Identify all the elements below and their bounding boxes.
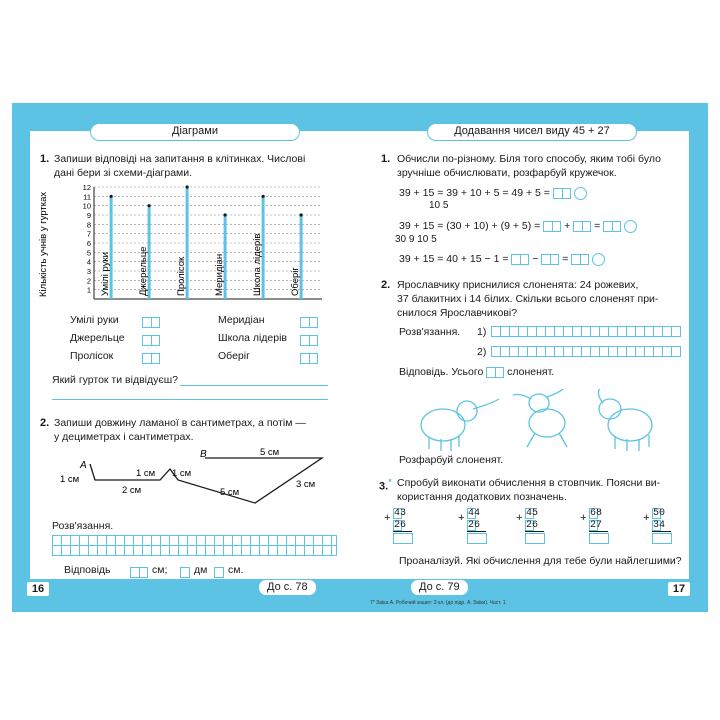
- sum-addend-b: 26: [526, 520, 539, 531]
- r-task2-row2-grid[interactable]: [491, 346, 681, 357]
- r-task1-number: 1.: [381, 153, 391, 165]
- answer-box-0[interactable]: [142, 314, 160, 332]
- r-task2-text-line1: Ярославчику приснилися слоненята: 24 рожевих,: [397, 279, 639, 291]
- eq3: 39 + 15 = 40 + 15 − 1 = − =: [399, 252, 605, 266]
- r-task2-answer-box[interactable]: [486, 367, 504, 378]
- eq2: 39 + 15 = (30 + 10) + (9 + 5) = + =: [399, 219, 637, 233]
- chart-ytick-label: 3: [86, 267, 91, 276]
- chart-category-label: Школа лідерів: [252, 233, 264, 296]
- polyline-figure: [40, 447, 330, 517]
- chart-ytick-label: 8: [86, 220, 91, 230]
- elephant-2: [513, 389, 567, 447]
- chart-category-label: Пролісок: [176, 256, 188, 296]
- eq3-circle[interactable]: [592, 253, 605, 266]
- task2-text-line1: Запиши довжину ламаної в сантиметрах, а потім —: [54, 417, 306, 429]
- chart-bar-top: [110, 195, 113, 198]
- task2-unit-dm: дм: [194, 564, 208, 576]
- chart-ytick-label: 9: [86, 211, 91, 220]
- point-b: B: [200, 449, 207, 460]
- seg-label-3: 2 см: [122, 485, 142, 496]
- eq2-box-c[interactable]: [603, 221, 621, 232]
- r-task3-analysis: Проаналізуй. Які обчислення для тебе були найлегшими?: [399, 555, 682, 567]
- plus-sign: +: [458, 513, 465, 525]
- r-task3-star: *: [388, 477, 392, 487]
- eq2-circle[interactable]: [624, 220, 637, 233]
- r-task3-text-line1: Спробуй виконати обчислення в стовпчик. Поясни ви-: [397, 477, 661, 489]
- chart-category-label: Оберіг: [290, 267, 302, 296]
- workbook-spread: [12, 103, 708, 612]
- left-page: [30, 125, 360, 579]
- r-task2-text-line2: 37 блакитних і 14 білих. Скільки всього слоненят при-: [397, 293, 659, 305]
- chart-category-label: Меридіан: [214, 253, 226, 296]
- elephants-illustration: [415, 389, 665, 453]
- right-page-title: Додавання чисел виду 45 + 27: [427, 123, 637, 141]
- seg-label-4: 5 см: [220, 487, 240, 498]
- task2-answer-dm-box[interactable]: [180, 564, 190, 582]
- chart-ylabel: Кількість учнів у гуртках: [38, 191, 49, 297]
- sum-addend-a: 68: [590, 508, 603, 519]
- column-sum-3: [580, 507, 608, 544]
- sum-addend-b: 26: [394, 520, 407, 531]
- chart-bar-top: [148, 204, 151, 207]
- answer-box-2[interactable]: [142, 350, 160, 368]
- seg-label-0: 1 см: [60, 474, 80, 485]
- club-answer-line[interactable]: [180, 385, 328, 386]
- column-sum-1: [458, 507, 486, 544]
- chart-bar-top: [224, 213, 227, 216]
- plus-sign: +: [580, 513, 587, 525]
- task1-text-line1: Запиши відповіді на запитання в клітинках. Числові: [54, 153, 306, 165]
- eq1-split: 10 5: [429, 200, 449, 211]
- seg-label-5: 3 см: [296, 479, 316, 490]
- chart-ytick-label: 10: [82, 201, 91, 211]
- task2-answer-cm2-box[interactable]: [214, 564, 224, 582]
- r-task2-solution-label: Розв'язання.: [399, 326, 461, 338]
- answer-box-4[interactable]: [300, 332, 318, 350]
- chart-ytick-label: 7: [86, 229, 91, 239]
- right-page-number: 17: [667, 581, 691, 597]
- eq3-box-a[interactable]: [511, 254, 529, 265]
- right-page-ref: До с. 79: [410, 579, 469, 596]
- task2-number: 2.: [40, 417, 50, 429]
- sum-addend-a: 44: [468, 508, 481, 519]
- eq3-box-c[interactable]: [571, 254, 589, 265]
- task1-text-line2: дані бери зі схеми-діаграми.: [54, 167, 193, 179]
- task2-solution-grid-2[interactable]: [52, 545, 337, 556]
- eq2-box-a[interactable]: [543, 221, 561, 232]
- task2-unit-cm: см;: [152, 564, 168, 576]
- left-page-title: Діаграми: [90, 123, 300, 141]
- r-task2-answer-unit: слоненят.: [507, 366, 555, 378]
- task2-answer-cm-box[interactable]: [130, 564, 148, 582]
- eq2-text: 39 + 15 = (30 + 10) + (9 + 5) =: [399, 220, 541, 232]
- sum-result-box[interactable]: [589, 533, 609, 544]
- task2-text-line2: у дециметрах і сантиметрах.: [54, 431, 194, 443]
- answer-box-1[interactable]: [142, 332, 160, 350]
- eq1-text: 39 + 15 = 39 + 10 + 5 = 49 + 5 =: [399, 187, 550, 199]
- sum-addend-a: 43: [394, 508, 407, 519]
- r-task3-number-text: 3.: [379, 480, 389, 493]
- task2-unit-cm2: см.: [228, 564, 244, 576]
- elephant-3: [598, 389, 652, 451]
- answer-label-4: Школа лідерів: [218, 332, 288, 344]
- seg-label-2: 1 см: [172, 468, 192, 479]
- sum-result-box[interactable]: [525, 533, 545, 544]
- elephant-1: [421, 399, 499, 451]
- r-task3-number: [379, 477, 392, 493]
- column-sum-0: [384, 507, 412, 544]
- chart-ytick-label: 1: [86, 285, 91, 295]
- eq1-answer-box[interactable]: [553, 188, 571, 199]
- r-task2-answer-label: Відповідь. Усього: [399, 366, 484, 378]
- club-answer-line-2[interactable]: [52, 399, 328, 400]
- answer-label-5: Оберіг: [218, 350, 250, 362]
- answer-label-2: Пролісок: [70, 350, 114, 362]
- r-task2-answer: [399, 365, 554, 379]
- answer-box-5[interactable]: [300, 350, 318, 368]
- chart-ytick-label: 12: [82, 183, 91, 192]
- answer-box-3[interactable]: [300, 314, 318, 332]
- r-task2-color-note: Розфарбуй слоненят.: [399, 454, 504, 466]
- chart-category-label: Умілі руки: [100, 252, 112, 296]
- r-task3-text-line2: користання додаткових позначень.: [397, 491, 567, 503]
- sum-addend-a: 50: [653, 508, 666, 519]
- r-task1-text-line2: зручніше обчислювати, розфарбуй кружечок.: [397, 167, 617, 179]
- chart-ytick-label: 6: [86, 239, 91, 248]
- chart-bar-top: [300, 213, 303, 216]
- task2-solution-label: Розв'язання.: [52, 520, 114, 532]
- answer-label-0: Умілі руки: [70, 314, 119, 326]
- chart-ytick-label: 2: [86, 276, 91, 286]
- left-page-ref: До с. 78: [258, 579, 317, 596]
- chart-category-label: Джерельце: [138, 246, 150, 296]
- plus-sign: +: [516, 513, 523, 525]
- sum-addend-a: 45: [526, 508, 539, 519]
- sum-addend-b: 26: [468, 520, 481, 531]
- eq2-box-b[interactable]: [573, 221, 591, 232]
- club-question: Який гурток ти відвідуєш?: [52, 374, 178, 386]
- sum-result-box[interactable]: [467, 533, 487, 544]
- bar-chart: [34, 181, 324, 306]
- column-sum-2: [516, 507, 544, 544]
- chart-ytick-label: 11: [83, 192, 91, 202]
- left-page-number: 16: [26, 581, 50, 597]
- r-task2-text-line3: снилося Ярославчикові?: [397, 307, 518, 319]
- eq3-text: 39 + 15 = 40 + 15 − 1 =: [399, 253, 509, 265]
- answer-label-1: Джерельце: [70, 332, 125, 344]
- sum-result-box[interactable]: [652, 533, 672, 544]
- sum-addend-b: 27: [590, 520, 603, 531]
- sum-result-box[interactable]: [393, 533, 413, 544]
- eq1-circle[interactable]: [574, 187, 587, 200]
- chart-ytick-label: 4: [86, 257, 91, 267]
- task2-answer-label: Відповідь: [64, 564, 111, 576]
- column-sum-4: [643, 507, 671, 544]
- r-task2-row1-grid[interactable]: [491, 326, 681, 337]
- eq1: [399, 186, 587, 200]
- answer-label-3: Меридіан: [218, 314, 265, 326]
- chart-ytick-label: 5: [86, 248, 91, 258]
- eq3-box-b[interactable]: [541, 254, 559, 265]
- seg-label-1: 1 см: [136, 468, 156, 479]
- plus-sign: +: [643, 513, 650, 525]
- footer-note: 7* Заїка А. Робочий зошит: 3 кл. (до підр. А. Заїки). Част. 1: [370, 600, 506, 606]
- eq2-split: 30 9 10 5: [395, 234, 437, 245]
- point-a: A: [80, 460, 87, 471]
- r-task2-row1-label: 1): [477, 326, 487, 338]
- right-page: [359, 125, 689, 579]
- task1-number: 1.: [40, 153, 50, 165]
- chart-bar-top: [186, 185, 189, 188]
- r-task2-number: 2.: [381, 279, 391, 291]
- r-task1-text-line1: Обчисли по-різному. Біля того способу, яким тобі було: [397, 153, 661, 165]
- chart-bar-top: [262, 195, 265, 198]
- r-task2-row2-label: 2): [477, 346, 487, 358]
- plus-sign: +: [384, 513, 391, 525]
- seg-label-6: 5 см: [260, 447, 280, 458]
- sum-addend-b: 34: [653, 520, 666, 531]
